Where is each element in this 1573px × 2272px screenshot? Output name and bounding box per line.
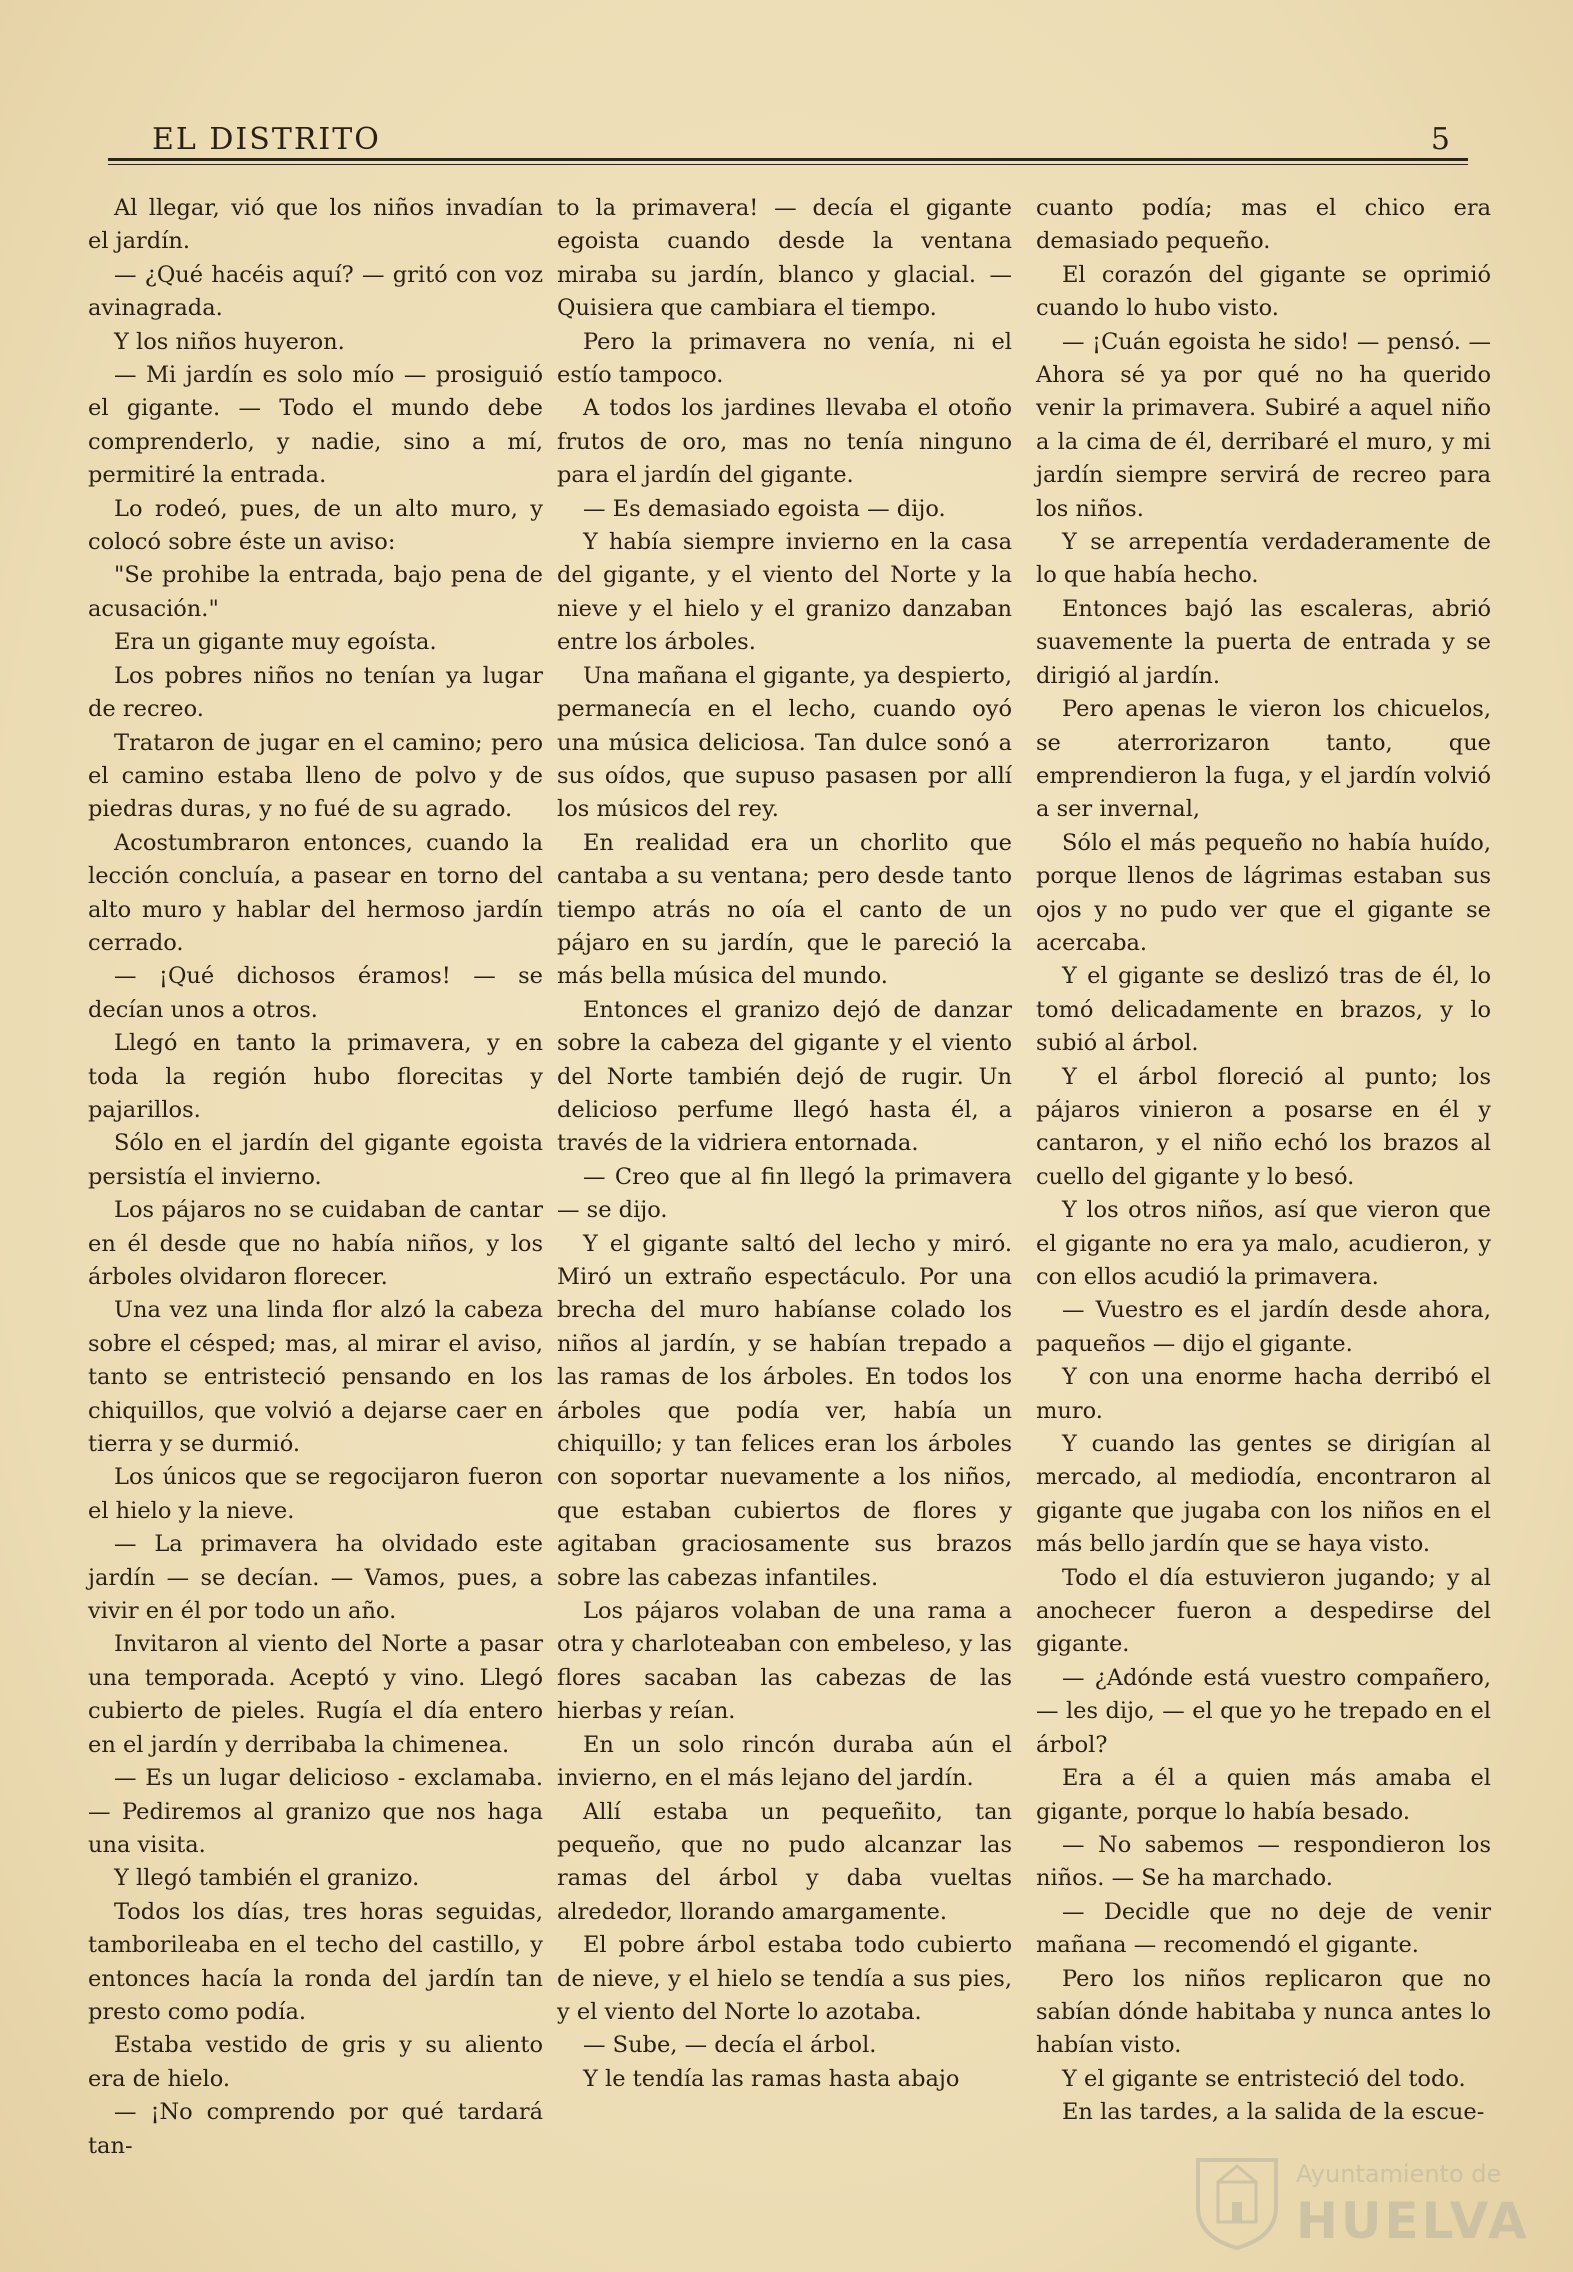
paragraph: Al llegar, vió que los niños invadían el jardín. bbox=[88, 195, 543, 255]
header-rule-thin bbox=[108, 164, 1468, 165]
page-number: 5 bbox=[1430, 122, 1450, 157]
paragraph: — Mi jardín es solo mío — prosiguió el gigante. — Todo el mundo debe comprenderlo, y nadie, sino a mí, permitiré la entrada. bbox=[88, 362, 543, 489]
paragraph: Los pájaros volaban de una rama a otra y charloteaban con embeleso, y las flores sacaban las cabezas de las hierbas y reían. bbox=[557, 1598, 1012, 1725]
paragraph: — ¿Qué hacéis aquí? — gritó con voz avinagrada. bbox=[88, 261, 543, 322]
watermark-line-1: Ayuntamiento de bbox=[1296, 2160, 1502, 2188]
paragraph: Una vez una linda flor alzó la cabeza sobre el césped; mas, al mirar el aviso, tanto se entristeció pensando en los chiquillos, que volvió a dejarse caer en tierra y se durmió. bbox=[88, 1297, 543, 1458]
page-header bbox=[108, 118, 1468, 164]
paragraph: Los pobres niños no tenían ya lugar de recreo. bbox=[88, 662, 543, 723]
paragraph: Y le tendía las ramas hasta abajo bbox=[583, 2065, 960, 2092]
paragraph: Y había siempre invierno en la casa del gigante, y el viento del Norte y la nieve y el hielo y el granizo danzaban entre los árboles. bbox=[557, 529, 1012, 656]
paragraph: — La primavera ha olvidado este jardín — se decían. — Vamos, pues, a vivir en él por todo un año. bbox=[88, 1531, 543, 1625]
paragraph: Invitaron al viento del Norte a pasar una temporada. Aceptó y vino. Llegó cubierto de pieles. Rugía el día entero en el jardín y derribaba la chimenea. bbox=[88, 1631, 543, 1758]
paragraph: — ¿Adónde está vuestro compañero, — les dijo, — el que yo he trepado en el árbol? bbox=[1036, 1664, 1491, 1758]
paragraph: — No sabemos — respondieron los niños. — Se ha marchado. bbox=[1036, 1831, 1491, 1892]
paragraph: El corazón del gigante se oprimió cuando lo hubo visto. bbox=[1036, 261, 1491, 322]
paragraph: cuanto podía; mas el chico era demasiado pequeño. bbox=[1036, 195, 1491, 255]
paragraph: Allí estaba un pequeñito, tan pequeño, que no pudo alcanzar las ramas del árbol y daba vueltas alrededor, llorando amargamente. bbox=[557, 1798, 1012, 1925]
paragraph: — Decidle que no deje de venir mañana — recomendó el gigante. bbox=[1036, 1898, 1491, 1959]
paragraph: Todos los días, tres horas seguidas, tamborileaba en el techo del castillo, y entonces hacía la ronda del jardín tan presto como podía. bbox=[88, 1898, 543, 2025]
paragraph: — ¡Qué dichosos éramos! — se decían unos a otros. bbox=[88, 963, 543, 1023]
paragraph: Era a él a quien más amaba el gigante, porque lo había besado. bbox=[1036, 1765, 1491, 1825]
paragraph: — Es un lugar delicioso - exclamaba. — Pediremos al granizo que nos haga una visita. bbox=[88, 1765, 543, 1858]
text-column-3 bbox=[1036, 192, 1491, 2130]
paragraph: Y cuando las gentes se dirigían al mercado, al mediodía, encontraron al gigante que jugaba con los niños en el más bello jardín que se haya visto. bbox=[1036, 1431, 1491, 1558]
paragraph: Estaba vestido de gris y su aliento era de hielo. bbox=[88, 2032, 543, 2092]
paragraph: to la primavera! — decía el gigante egoista cuando desde la ventana miraba su jardín, blanco y glacial. — Quisiera que cambiara el tiempo. bbox=[557, 195, 1012, 322]
paragraph: — Vuestro es el jardín desde ahora, paqueños — dijo el gigante. bbox=[1036, 1297, 1491, 1357]
paragraph: Trataron de jugar en el camino; pero el camino estaba lleno de polvo y de piedras duras, y no fué de su agrado. bbox=[88, 729, 543, 823]
paragraph: "Se prohibe la entrada, bajo pena de acusación." bbox=[88, 562, 543, 622]
paragraph: En las tardes, a la salida de la escue- bbox=[1062, 2099, 1485, 2126]
paragraph: Y los otros niños, así que vieron que el gigante no era ya malo, acudieron, y con ellos acudió la primavera. bbox=[1036, 1197, 1491, 1290]
paragraph: Llegó en tanto la primavera, y en toda la región hubo florecitas y pajarillos. bbox=[88, 1030, 543, 1123]
paragraph: Y los niños huyeron. bbox=[114, 328, 345, 355]
paragraph: Lo rodeó, pues, de un alto muro, y colocó sobre éste un aviso: bbox=[88, 495, 543, 556]
watermark-line-2: HUELVA bbox=[1296, 2192, 1530, 2250]
paragraph: Pero los niños replicaron que no sabían dónde habitaba y nunca antes lo habían visto. bbox=[1036, 1965, 1491, 2059]
paragraph: — ¡No comprendo por qué tardará tan- bbox=[88, 2099, 543, 2159]
paragraph: A todos los jardines llevaba el otoño frutos de oro, mas no tenía ninguno para el jardín del gigante. bbox=[557, 395, 1012, 489]
paragraph: Era un gigante muy egoísta. bbox=[114, 629, 437, 656]
coat-of-arms-icon bbox=[1188, 2152, 1286, 2252]
paragraph: En un solo rincón duraba aún el invierno, en el más lejano del jardín. bbox=[557, 1731, 1012, 1792]
paragraph: — Creo que al fin llegó la primavera — se dijo. bbox=[557, 1163, 1012, 1224]
text-column-1 bbox=[88, 192, 543, 2163]
archive-watermark bbox=[1188, 2152, 1530, 2252]
paragraph: Sólo el más pequeño no había huído, porque llenos de lágrimas estaban sus ojos y no pudo ver que el gigante se acercaba. bbox=[1036, 829, 1491, 956]
header-rule-thick bbox=[108, 158, 1468, 161]
paragraph: Y el árbol floreció al punto; los pájaros vinieron a posarse en él y cantaron, y el niño echó los brazos al cuello del gigante y lo besó. bbox=[1036, 1063, 1491, 1190]
paragraph: Y se arrepentía verdaderamente de lo que había hecho. bbox=[1036, 529, 1491, 589]
paragraph: Una mañana el gigante, ya despierto, permanecía en el lecho, cuando oyó una música deliciosa. Tan dulce sonó a sus oídos, que supuso pasasen por allí los músicos del rey. bbox=[557, 662, 1012, 823]
paragraph: Y llegó también el granizo. bbox=[114, 1865, 420, 1892]
paragraph: Pero la primavera no venía, ni el estío tampoco. bbox=[557, 328, 1012, 389]
paragraph: Y el gigante se deslizó tras de él, lo tomó delicadamente en brazos, y lo subió al árbol. bbox=[1036, 963, 1491, 1057]
paragraph: Y el gigante saltó del lecho y miró. Miró un extraño espectáculo. Por una brecha del muro habíanse colado los niños al jardín, y se habían trepado a las ramas de los árboles. En todos los árboles que podía ver, había un chiquillo; y tan felices eran los árboles con soportar nuevamente a los niños, que estaban cubiertos de flores y agitaban graciosamente sus brazos sobre las cabezas infantiles. bbox=[557, 1230, 1012, 1591]
text-column-2 bbox=[557, 192, 1012, 2096]
paragraph: Y con una enorme hacha derribó el muro. bbox=[1036, 1364, 1491, 1424]
paragraph: Sólo en el jardín del gigante egoista persistía el invierno. bbox=[88, 1130, 543, 1190]
paragraph: Los únicos que se regocijaron fueron el hielo y la nieve. bbox=[88, 1464, 543, 1524]
paragraph: Y el gigante se entristeció del todo. bbox=[1062, 2065, 1466, 2092]
newspaper-title: EL DISTRITO bbox=[152, 122, 381, 157]
paragraph: Acostumbraron entonces, cuando la lección concluía, a pasear en torno del alto muro y hablar del hermoso jardín cerrado. bbox=[88, 829, 543, 956]
paragraph: Entonces bajó las escaleras, abrió suavemente la puerta de entrada y se dirigió al jardín. bbox=[1036, 595, 1491, 689]
paragraph: Pero apenas le vieron los chicuelos, se aterrorizaron tanto, que emprendieron la fuga, y el jardín volvió a ser invernal, bbox=[1036, 696, 1491, 823]
paragraph: Entonces el granizo dejó de danzar sobre la cabeza del gigante y el viento del Norte también dejó de rugir. Un delicioso perfume llegó hasta él, a través de la vidriera entornada. bbox=[557, 996, 1012, 1157]
paragraph: Los pájaros no se cuidaban de cantar en él desde que no había niños, y los árboles olvidaron florecer. bbox=[88, 1197, 543, 1290]
paragraph: El pobre árbol estaba todo cubierto de nieve, y el hielo se tendía a sus pies, y el viento del Norte lo azotaba. bbox=[557, 1932, 1012, 2025]
paragraph: — Es demasiado egoista — dijo. bbox=[583, 495, 946, 522]
paragraph: — Sube, — decía el árbol. bbox=[583, 2032, 877, 2059]
paragraph: — ¡Cuán egoista he sido! — pensó. — Ahora sé ya por qué no ha querido venir la primavera. Subiré a aquel niño a la cima de él, derribaré el muro, y mi jardín siempre servirá de recreo para los niños. bbox=[1036, 328, 1491, 522]
paragraph: Todo el día estuvieron jugando; y al anochecer fueron a despedirse del gigante. bbox=[1036, 1564, 1491, 1658]
paragraph: En realidad era un chorlito que cantaba a su ventana; pero desde tanto tiempo atrás no oía el canto de un pájaro en su jardín, que le pareció la más bella música del mundo. bbox=[557, 829, 1012, 990]
